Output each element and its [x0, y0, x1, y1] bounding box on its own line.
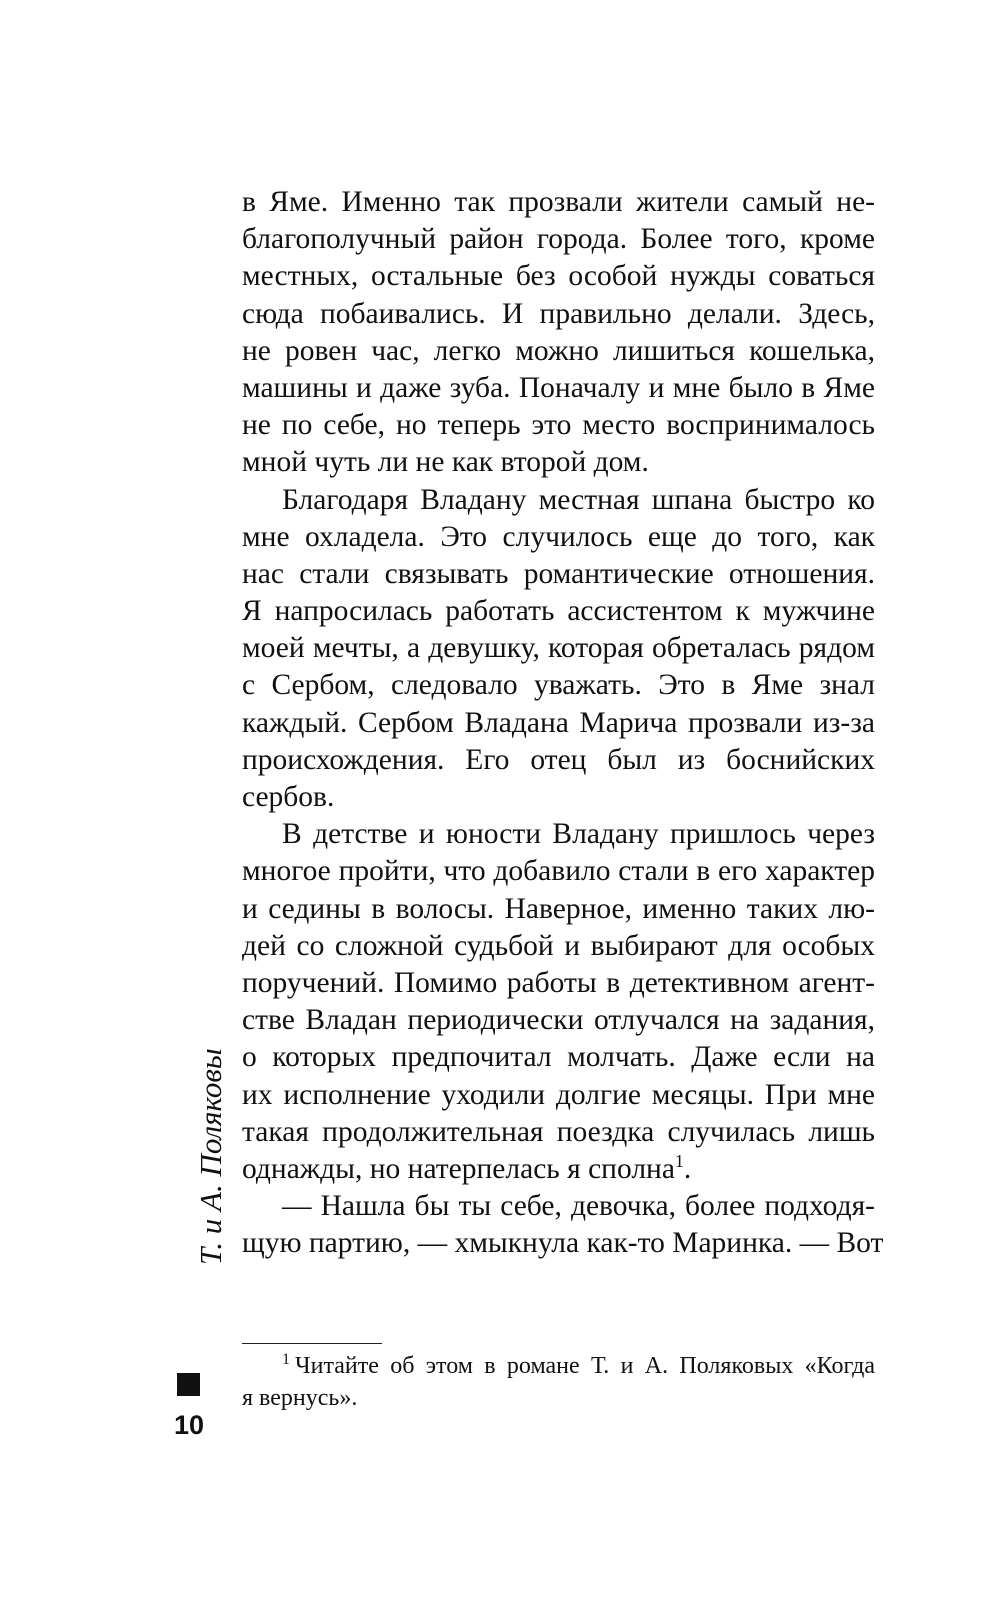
text-line: и седины в волосы. Наверное, именно таких лю-: [242, 892, 875, 925]
text-line: Я напросилась работать ассистентом к мужчине: [242, 595, 875, 628]
text-line: сербов.: [242, 781, 335, 813]
text-line: местных, остальные без особой нужды соваться: [242, 260, 875, 293]
text-line: однажды, но натерпелась я сполна: [242, 1152, 675, 1185]
footnote: [242, 1350, 875, 1414]
text-line: моей мечты, а девушку, которая обреталась рядом: [242, 632, 875, 665]
footnote-line: я вернусь».: [242, 1385, 358, 1411]
text-line: их исполнение уходили долгие месяцы. При мне: [242, 1078, 875, 1111]
text-line: стве Владан периодически отлучался на задания,: [242, 1004, 875, 1037]
text-line: сюда побаивались. И правильно делали. Здесь,: [242, 297, 875, 330]
text-line: такая продолжительная поездка случилась лишь: [242, 1115, 875, 1148]
body-text: [242, 184, 884, 1262]
text-line: не по себе, но теперь это место воспринималось: [242, 409, 875, 442]
text-line: благополучный район города. Более того, кроме: [242, 223, 875, 256]
text-line-with-footnote: [242, 1151, 875, 1188]
text-line: с Сербом, следовало уважать. Это в Яме знал: [242, 669, 875, 702]
text-line: мне охладела. Это случилось еще до того, как: [242, 520, 875, 553]
text-line: каждый. Сербом Владана Марича прозвали из-за: [242, 706, 875, 739]
square-marker-icon: [177, 1373, 200, 1396]
paragraph-first-line: — Нашла бы ты себе, девочка, более подходя-: [282, 1190, 875, 1223]
text-line: дей со сложной судьбой и выбирают для особых: [242, 929, 875, 962]
footnote-line: [242, 1350, 875, 1382]
running-head: Т. и А. Поляковы: [193, 1048, 228, 1265]
text-line: машины и даже зуба. Поначалу и мне было в Яме: [242, 371, 875, 404]
footnote-reference[interactable]: 1: [674, 1151, 684, 1172]
text-line: мной чуть ли не как второй дом.: [242, 446, 649, 479]
text-line: происхождения. Его отец был из боснийских: [242, 743, 875, 776]
text-line: о которых предпочитал молчать. Даже если на: [242, 1041, 875, 1074]
footnote-divider: [242, 1343, 382, 1344]
paragraph-first-line: В детстве и юности Владану пришлось через: [282, 818, 875, 851]
text-line-tail: .: [683, 1152, 692, 1185]
footnote-text: Читайте об этом в романе Т. и А. Поляковых «Когда: [295, 1353, 875, 1379]
text-line: не ровен час, легко можно лишиться кошелька,: [242, 334, 875, 367]
paragraph-first-line: Благодаря Владану местная шпана быстро ко: [282, 483, 875, 516]
text-line: в Яме. Именно так прозвали жители самый не-: [242, 186, 875, 218]
text-line: щую партию, — хмыкнула как-то Маринка. — Вот: [242, 1227, 884, 1260]
page-number: 10: [174, 1410, 205, 1440]
text-line: поручений. Помимо работы в детективном агент-: [242, 966, 875, 999]
footnote-mark: 1: [282, 1351, 290, 1368]
text-line: многое пройти, что добавило стали в его характер: [242, 855, 875, 888]
text-line: нас стали связывать романтические отношения.: [242, 557, 875, 590]
